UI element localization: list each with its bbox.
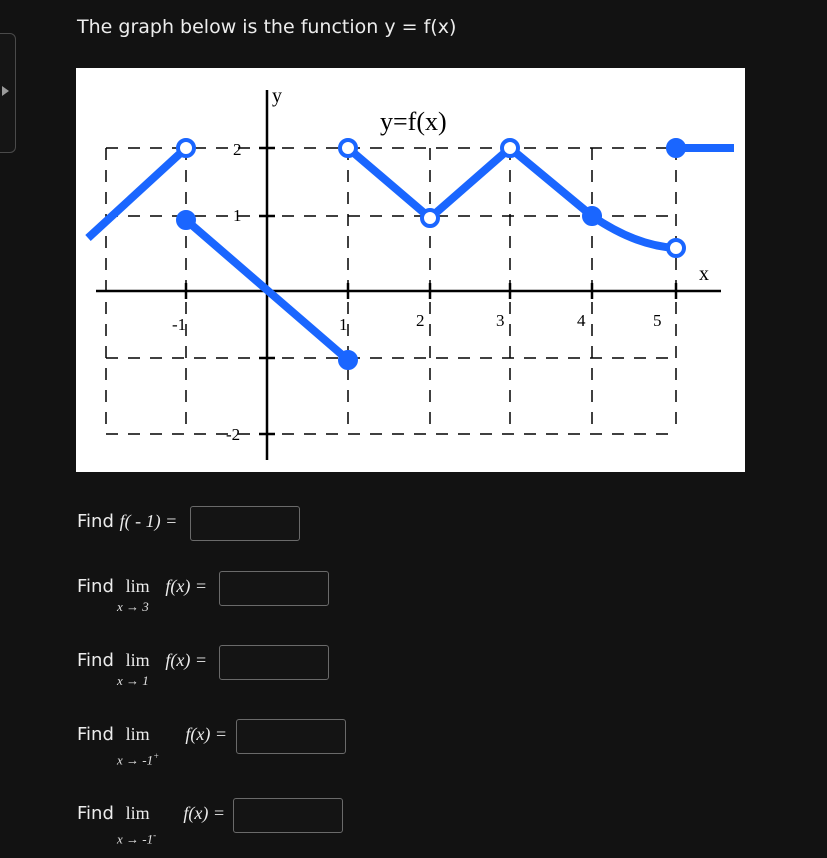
closed-point <box>178 212 194 228</box>
curve-label: y=f(x) <box>380 107 447 136</box>
lim-label: lim <box>125 576 150 596</box>
graph-svg <box>76 68 745 472</box>
lim-approach: x → -1- <box>117 830 157 847</box>
x-tick-label: 3 <box>496 311 505 330</box>
expand-arrow-icon <box>2 86 9 96</box>
question-expression: f( - 1) = <box>119 511 178 531</box>
fx-label: f(x) = <box>165 650 207 670</box>
side-superscript: + <box>153 751 160 761</box>
page-heading: The graph below is the function y = f(x) <box>77 16 457 38</box>
open-point <box>340 140 356 156</box>
find-label: Find <box>77 511 114 532</box>
question-limit-x-to-3 <box>77 576 207 614</box>
question-f-of-neg1 <box>77 511 177 532</box>
find-label: Find <box>77 724 114 745</box>
x-tick-label: 1 <box>339 315 348 334</box>
x-tick-label: 2 <box>416 311 425 330</box>
answer-input-lim-x-1[interactable] <box>219 645 329 680</box>
question-limit-x-to-neg1-plus <box>77 724 227 768</box>
y-tick-label: 1 <box>233 206 242 225</box>
open-point <box>422 210 438 226</box>
curve-points <box>178 140 684 368</box>
closed-point <box>668 140 684 156</box>
lim-approach: x → 3 <box>117 599 149 614</box>
y-tick-label: 2 <box>233 140 242 159</box>
fx-label: f(x) = <box>185 724 227 744</box>
x-tick-label: 5 <box>653 311 662 330</box>
x-axis-label: x <box>699 263 709 285</box>
fx-label: f(x) = <box>183 803 225 823</box>
fx-label: f(x) = <box>165 576 207 596</box>
lim-approach: x → 1 <box>117 673 149 688</box>
open-point <box>178 140 194 156</box>
closed-point <box>340 352 356 368</box>
lim-label: lim <box>125 724 150 744</box>
function-graph <box>76 68 745 472</box>
lim-approach: x → -1+ <box>117 751 160 768</box>
lim-label: lim <box>125 803 150 823</box>
open-point <box>668 240 684 256</box>
find-label: Find <box>77 576 114 597</box>
answer-input-lim-x-3[interactable] <box>219 571 329 606</box>
question-limit-x-to-neg1-minus <box>77 803 225 847</box>
find-label: Find <box>77 803 114 824</box>
x-tick-label: -1 <box>172 315 187 334</box>
x-tick-label: 4 <box>577 311 586 330</box>
question-limit-x-to-1 <box>77 650 207 688</box>
find-label: Find <box>77 650 114 671</box>
y-axis-label: y <box>272 85 282 107</box>
closed-point <box>584 208 600 224</box>
y-tick-label: -2 <box>226 425 241 444</box>
answer-input-f-neg1[interactable] <box>190 506 300 541</box>
open-point <box>502 140 518 156</box>
side-superscript: - <box>153 830 157 840</box>
lim-label: lim <box>125 650 150 670</box>
answer-input-lim-neg1-left[interactable] <box>233 798 343 833</box>
answer-input-lim-neg1-right[interactable] <box>236 719 346 754</box>
side-panel-toggle[interactable] <box>0 33 16 153</box>
